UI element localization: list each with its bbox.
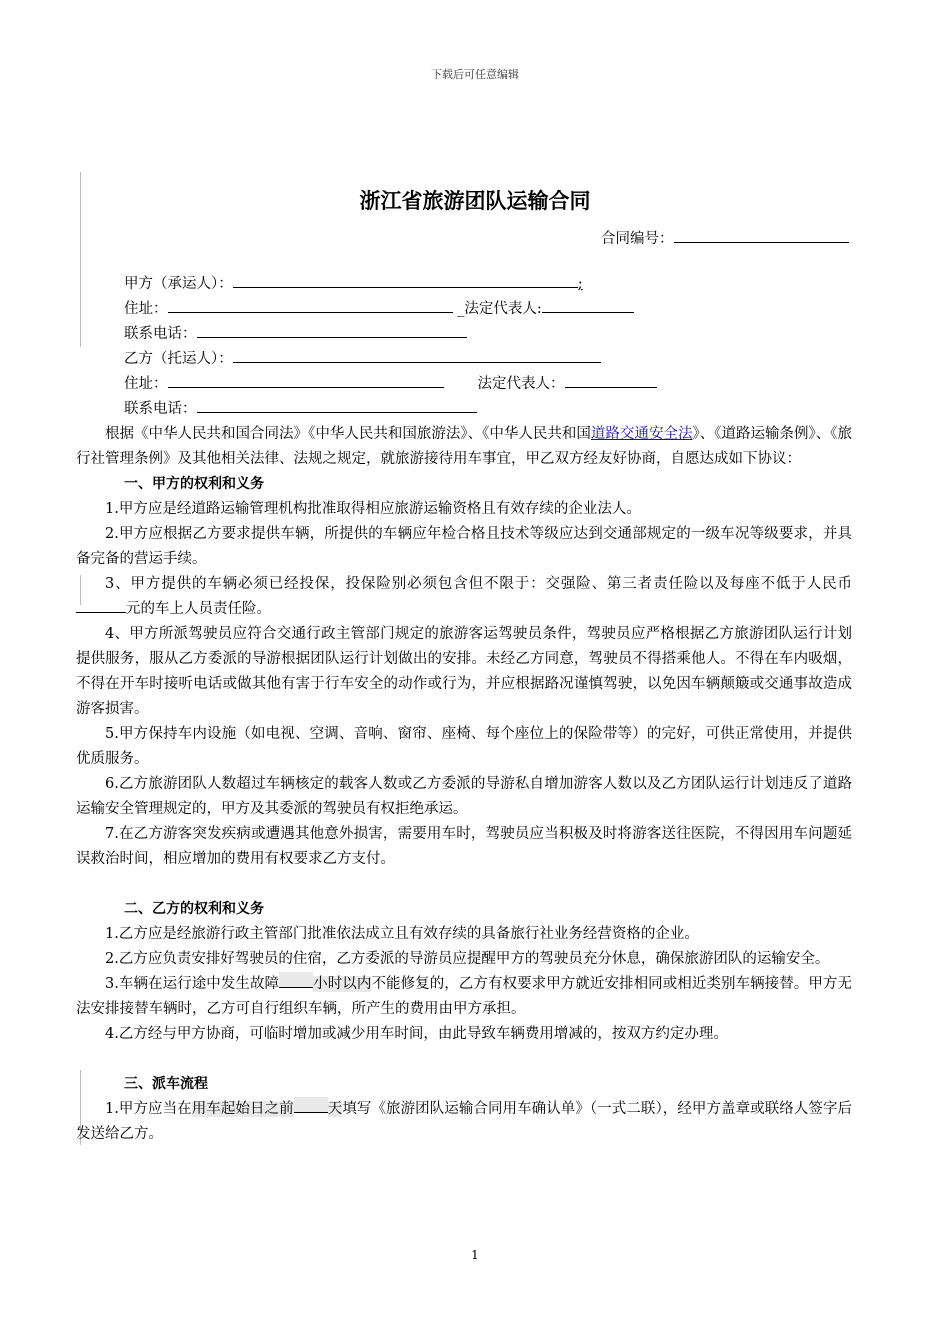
contract-number-label: 合同编号： (601, 231, 674, 247)
party-a-line (124, 272, 852, 297)
party-b-line (124, 347, 852, 372)
clause-3-1: 1.甲方应当在用车起始日之前 天填写《旅游团队运输合同用车确认单》（一式二联），经甲方盖章或联络人签字后发送给乙方。 (76, 1097, 852, 1147)
clause-1-7: 7.在乙方游客突发疾病或遭遇其他意外损害，需要用车时，驾驶员应当积极及时将游客送往医院，不得因用车问题延误救治时间，相应增加的费用有权要求乙方支付。 (76, 826, 852, 867)
section-2-heading: 二、乙方的权利和义务 (124, 901, 264, 917)
repair-hours-field[interactable] (279, 972, 313, 988)
clause-2-3: 3.车辆在运行途中发生故障 小时以内不能修复的，乙方有权要求甲方就近安排相同或相近类别车辆接替。甲方无法安排接替车辆时，乙方可自行组织车辆，所产生的费用由甲方承担。 (76, 972, 852, 1022)
document-body (76, 272, 853, 1147)
party-a-phone-field[interactable] (197, 322, 467, 338)
party-a-legal-rep-field[interactable] (542, 297, 634, 313)
party-b-address-field[interactable] (168, 372, 444, 388)
party-b-address-line (124, 372, 852, 397)
section-1-heading: 一、甲方的权利和义务 (124, 476, 264, 492)
party-a-phone-label: 联系电话： (124, 326, 197, 342)
clause-2-4: 4.乙方经与甲方协商，可临时增加或减少用车时间，由此导致车辆费用增减的，按双方约定办理。 (105, 1026, 728, 1042)
clause-2-1: 1.乙方应是经旅游行政主管部门批准依法成立且有效存续的具备旅行社业务经营资格的企业。 (105, 926, 699, 942)
party-a-address-label: 住址： (124, 301, 168, 317)
party-b-label: 乙方（托运人）： (124, 351, 233, 367)
party-a-phone-line (124, 322, 852, 347)
contract-number (601, 227, 849, 248)
party-b-phone-field[interactable] (197, 397, 477, 413)
page-watermark: 下载后可任意编辑 (431, 68, 519, 81)
clause-1-4: 4、甲方所派驾驶员应符合交通行政主管部门规定的旅游客运驾驶员条件，驾驶员应严格根据乙方旅游团队运行计划提供服务，服从乙方委派的导游根据团队运行计划做出的安排。未经乙方同意，驾驶员不得搭乘他人。不得在车内吸烟，不得在开车时接听电话或做其他有害于行车安全的动作或行为，并应根据路况谨慎驾驶，以免因车辆颠簸或交通事故造成游客损害。 (76, 626, 852, 717)
section-3-heading: 三、派车流程 (124, 1076, 208, 1092)
party-a-semicolon: ; (577, 276, 583, 292)
clause-1-1: 1.甲方应是经道路运输管理机构批准取得相应旅游运输资格且有效存续的企业法人。 (105, 501, 641, 517)
days-before-field[interactable] (294, 1097, 328, 1113)
page-number: 1 (471, 1248, 479, 1262)
party-a-label: 甲方（承运人）： (124, 276, 233, 292)
clause-1-2: 2.甲方应根据乙方要求提供车辆，所提供的车辆应年检合格且技术等级应达到交通部规定的一级车况等级要求，并具备完备的营运手续。 (76, 526, 852, 567)
party-a-name-field[interactable] (233, 272, 578, 288)
clause-2-2: 2.乙方应负责安排好驾驶员的住宿，乙方委派的导游员应提醒甲方的驾驶员充分休息，确保旅游团队的运输安全。 (105, 951, 830, 967)
party-b-legal-rep-label: 法定代表人： (477, 376, 565, 392)
party-a-legal-rep-label: _法定代表人: (457, 301, 542, 317)
party-b-phone-label: 联系电话： (124, 401, 197, 417)
party-a-address-line (124, 297, 852, 322)
clause-1-5: 5.甲方保持车内设施（如电视、空调、音响、窗帘、座椅、每个座位上的保险带等）的完好，可供正常使用，并提供优质服务。 (76, 726, 852, 767)
party-b-address-label: 住址： (124, 376, 168, 392)
party-b-name-field[interactable] (233, 347, 601, 363)
law-link[interactable]: 道路交通安全法 (590, 426, 693, 442)
clause-1-6: 6.乙方旅游团队人数超过车辆核定的载客人数或乙方委派的导游私自增加游客人数以及乙方团队运行计划违反了道路运输安全管理规定的，甲方及其委派的驾驶员有权拒绝承运。 (76, 776, 852, 817)
insurance-amount-field[interactable] (76, 597, 126, 613)
party-b-phone-line (124, 397, 852, 422)
spacer (124, 1047, 852, 1072)
contract-number-field[interactable] (674, 227, 849, 243)
party-a-address-field[interactable] (168, 297, 453, 313)
spacer (124, 872, 852, 897)
document-title: 浙江省旅游团队运输合同 (359, 189, 591, 213)
party-b-legal-rep-field[interactable] (565, 372, 657, 388)
clause-1-3: 3、甲方提供的车辆必须已经投保，投保险别必须包含但不限于：交强险、第三者责任险以及每座不低于人民币 元的车上人员责任险。 (76, 572, 852, 622)
intro-paragraph: 根据《中华人民共和国合同法》《中华人民共和国旅游法》、《中华人民共和国道路交通安全法》、《道路运输条例》、《旅行社管理条例》及其他相关法律、法规之规定，就旅游接待用车事宜，甲乙双方经友好协商，自愿达成如下协议： (76, 426, 853, 467)
